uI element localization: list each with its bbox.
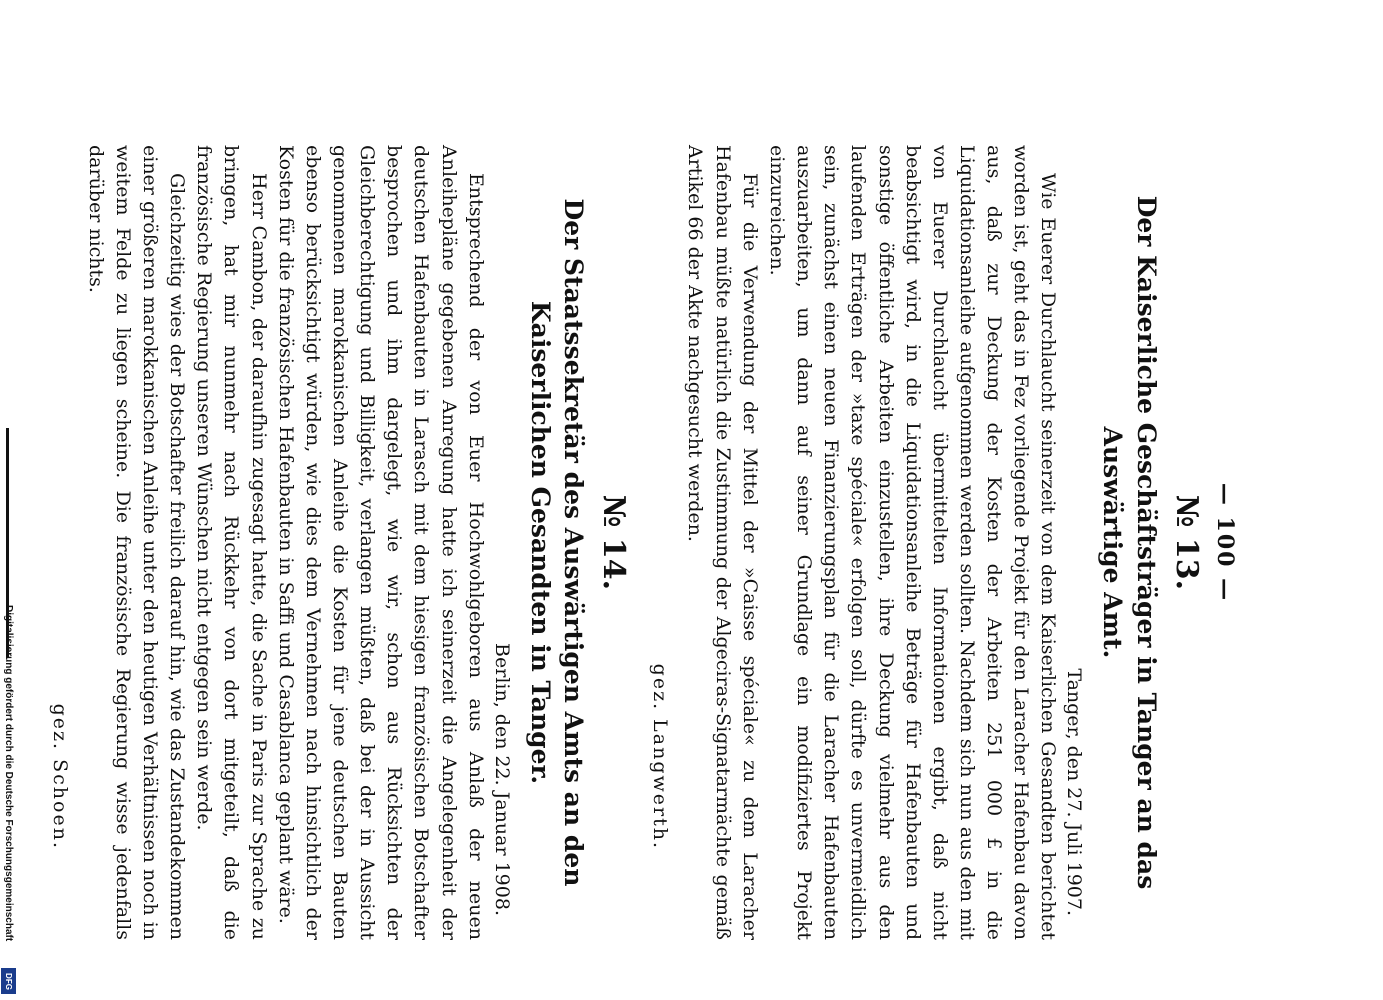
document-body xyxy=(81,145,488,940)
dfg-logo xyxy=(1,968,16,994)
signature: gez. Schoen. xyxy=(49,703,72,850)
document-14 xyxy=(6,145,631,940)
paragraph: Entsprechend der von Euer Hochwohlgeboren aus Anlaß der neuen Anleihepläne gegebenen Anregung hatte ich seinerzeit die Angelegenheit der deutschen Hafenbauten in Larasch mit dem hiesigen französischen Botschafter besprochen und ihm dargelegt, wie wir, schon aus Rücksichten der Gleichberechtigung und Billigkeit, verlangen müßten, daß bei der in Aussicht genommenen marokkanischen Anleihe die Kosten für jene deutschen Bauten ebenso berücksichtigt würden, wie dies dem Vernehmen nach hinsichtlich der Kosten für die französischen Hafenbauten in Saffi und Casablanca geplant wäre. xyxy=(274,145,487,940)
digitization-credit xyxy=(0,605,18,995)
paragraph: Herr Cambon, der daraufhin zugesagt hatte, die Sache in Paris zur Sprache zu bringen, hat mir nunmehr nach Rückkehr von dort mitgeteilt, daß die französische Regierung unseren Wünschen nicht entgegen sein werde. xyxy=(193,145,270,940)
logo-text: DFG xyxy=(4,972,14,990)
document-number: № 14. xyxy=(596,494,632,591)
credit-text: Digitalisierung gefördert durch die Deutsche Forschungsgemeinschaft xyxy=(3,605,14,942)
dateline: Berlin, den 22. Januar 1908. xyxy=(490,643,513,916)
document-body xyxy=(681,145,1061,940)
page-number: — 100 — xyxy=(1212,482,1238,603)
document-title: Der Kaiserliche Geschäftsträger in Tanger an das Auswärtige Amt. xyxy=(1098,195,1161,890)
document-13 xyxy=(649,145,1204,940)
document-number: № 13. xyxy=(1169,494,1204,591)
paragraph: Für die Verwendung der Mittel der »Caisse spéciale« zu dem Laracher Hafenbau müßte natürlich die Zustimmung der Algeciras-Signatarmächte gemäß Artikel 66 der Akte nachgesucht werden. xyxy=(684,145,761,940)
document-title: Der Staatssekretär des Auswärtigen Amts an den Kaiserlichen Gesandten in Tanger. xyxy=(525,198,589,887)
page-content xyxy=(6,145,1238,940)
paragraph: Wie Euerer Durchlaucht seinerzeit von dem Kaiserlichen Gesandten berichtet worden ist, geht das in Fez vorliegende Projekt für den Laracher Hafenbau davon aus, daß zur Deckung der Kosten der Arbeiten 251 000 £ in die Liquidationsanleihe aufgenommen werden sollten. Nachdem sich nun aus den mit von Euerer Durchlaucht übermittelten Informationen ergibt, daß nicht beabsichtigt wird, in die Liquidationsanleihe Beträge für Hafenbauten und sonstige öffentliche Arbeiten einzustellen, ihre Deckung vielmehr aus den laufenden Erträgen der »taxe spéciale« erfolgen soll, dürfte es unvermeidlich sein, zunächst einen neuen Finanzierungsplan für die Laracher Hafenbauten auszuarbeiten, um dann auf seiner Grundlage ein modifiziertes Projekt einzureichen. xyxy=(765,145,1060,940)
dateline: Tanger, den 27. Juli 1907. xyxy=(1063,668,1086,916)
paragraph: Gleichzeitig wies der Botschafter freilich darauf hin, wie das Zustandekommen einer größeren marokkanischen Anleihe unter den heutigen Verhältnissen noch in weitem Felde zu liegen scheine. Die französische Regierung wisse jedenfalls darüber nichts. xyxy=(84,145,189,940)
signature: gez. Langwerth. xyxy=(649,663,672,850)
